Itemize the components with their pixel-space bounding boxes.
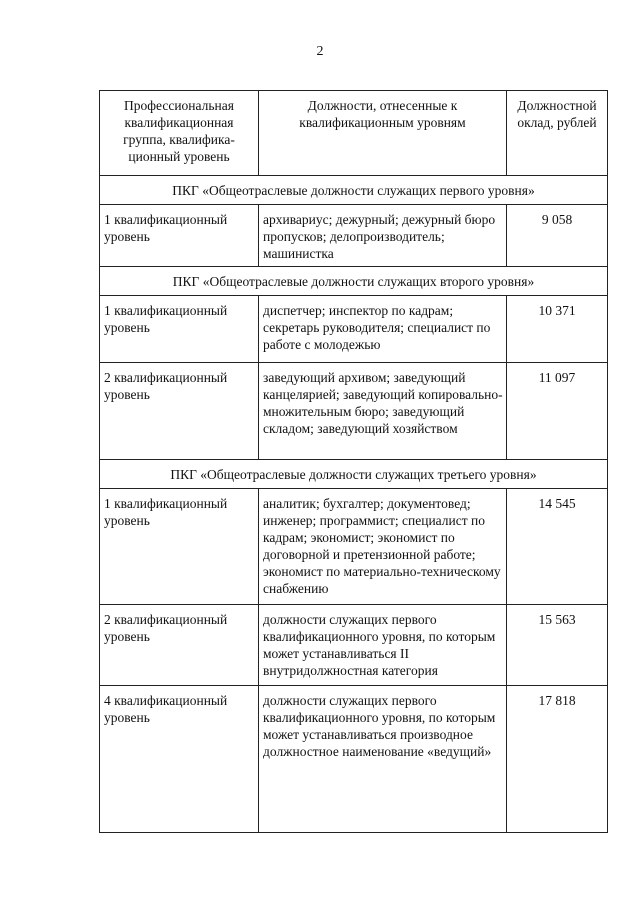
positions-cell: заведующий архивом; заведующий канцелярией; заведующий копировально-множительным бюро; заведующий складом; заведующий хозяйством xyxy=(259,363,507,460)
level-cell: 2 квалификационный уровень xyxy=(100,363,259,460)
salary-cell: 11 097 xyxy=(507,363,608,460)
table-row xyxy=(100,205,608,267)
group-title: ПКГ «Общеотраслевые должности служащих второго уровня» xyxy=(100,267,608,296)
table-row xyxy=(100,296,608,363)
table-row xyxy=(100,363,608,460)
header-salary: Должностной оклад, рублей xyxy=(507,91,608,176)
positions-cell: должности служащих первого квалификационного уровня, по которым может устанавливаться II внутридолжностная категория xyxy=(259,605,507,686)
salary-cell: 15 563 xyxy=(507,605,608,686)
salary-cell: 14 545 xyxy=(507,489,608,605)
group-title: ПКГ «Общеотраслевые должности служащих третьего уровня» xyxy=(100,460,608,489)
header-group-level: Профессиональная квалификационная группа, квалифика-ционный уровень xyxy=(100,91,259,176)
positions-cell: аналитик; бухгалтер; документовед; инженер; программист; специалист по кадрам; экономист; экономист по договорной и претензионной работе; экономист по материально-техническому снабжению xyxy=(259,489,507,605)
salary-cell: 17 818 xyxy=(507,686,608,833)
group-row xyxy=(100,460,608,489)
salary-cell: 10 371 xyxy=(507,296,608,363)
positions-cell: архивариус; дежурный; дежурный бюро пропусков; делопроизводитель; машинистка xyxy=(259,205,507,267)
salary-table xyxy=(99,90,608,833)
page-number: 2 xyxy=(316,44,324,59)
positions-cell: диспетчер; инспектор по кадрам; секретарь руководителя; специалист по работе с молодежью xyxy=(259,296,507,363)
group-row xyxy=(100,267,608,296)
level-cell: 1 квалификационный уровень xyxy=(100,296,259,363)
table-row xyxy=(100,489,608,605)
header-positions: Должности, отнесенные к квалификационным уровням xyxy=(259,91,507,176)
level-cell: 1 квалификационный уровень xyxy=(100,489,259,605)
level-cell: 2 квалификационный уровень xyxy=(100,605,259,686)
group-title: ПКГ «Общеотраслевые должности служащих первого уровня» xyxy=(100,176,608,205)
level-cell: 4 квалификационный уровень xyxy=(100,686,259,833)
table-header-row xyxy=(100,91,608,176)
level-cell: 1 квалификационный уровень xyxy=(100,205,259,267)
salary-cell: 9 058 xyxy=(507,205,608,267)
table-row xyxy=(100,686,608,833)
positions-cell: должности служащих первого квалификационного уровня, по которым может устанавливаться производное должностное наименование «ведущий» xyxy=(259,686,507,833)
group-row xyxy=(100,176,608,205)
table-row xyxy=(100,605,608,686)
